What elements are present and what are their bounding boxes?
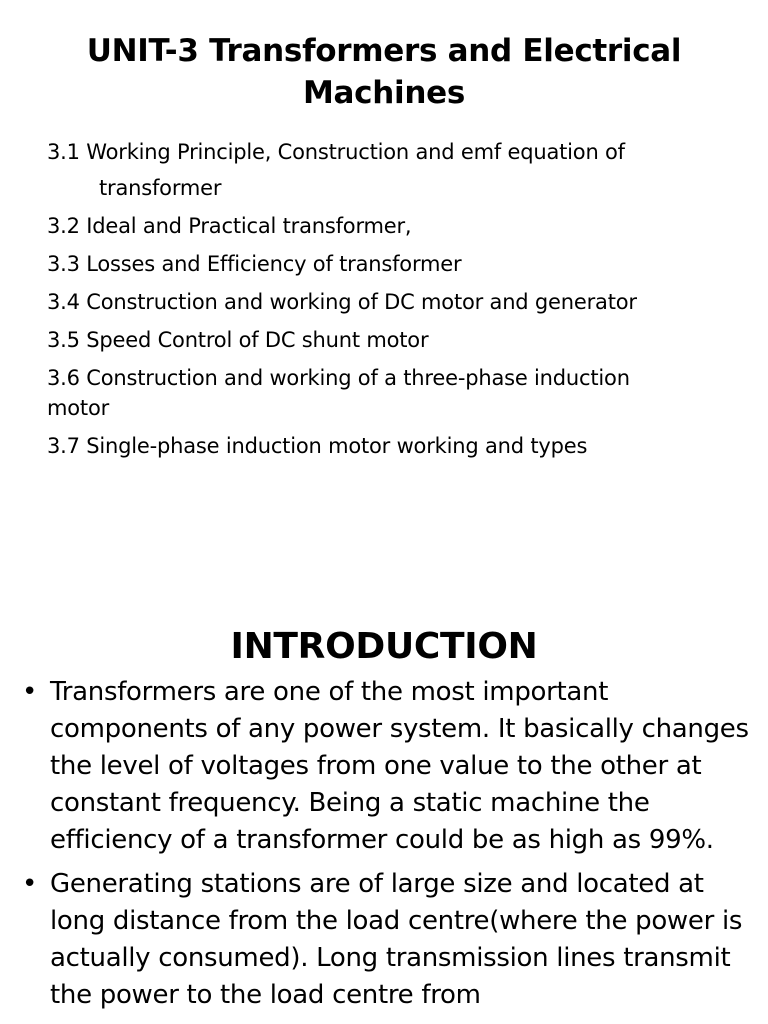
bullet-icon: •	[22, 869, 38, 899]
topic-list	[47, 137, 747, 469]
topic-item-text-continued: motor	[47, 396, 110, 420]
topic-item-3-4	[47, 287, 747, 317]
topic-item-3-7	[47, 431, 747, 461]
topic-item-3-5	[47, 325, 747, 355]
topic-item-text: 3.6 Construction and working of a three-phase induction	[47, 366, 630, 390]
bullet-item	[18, 866, 758, 1014]
topic-item-3-3	[47, 249, 747, 279]
topic-item-3-1	[47, 137, 747, 203]
slide-title	[20, 30, 748, 114]
topic-item-3-2	[47, 211, 747, 241]
topic-item-3-6	[47, 363, 747, 423]
bullet-text: Transformers are one of the most important components of any power system. It basically changes the level of voltages from one value to the other at constant frequency. Being a static machine the efficiency of a transformer could be as high as 99%.	[50, 677, 749, 855]
topic-item-text: 3.4 Construction and working of DC motor and generator	[47, 290, 637, 314]
slide-title-line-1: UNIT-3 Transformers and Electrical	[86, 33, 682, 69]
topic-item-text: 3.1 Working Principle, Construction and emf equation of	[47, 140, 625, 164]
topic-item-text: 3.3 Losses and Efficiency of transformer	[47, 252, 462, 276]
topic-item-text: 3.7 Single-phase induction motor working and types	[47, 434, 588, 458]
slide-title-line-2: Machines	[303, 75, 465, 111]
topic-item-text-continued: transformer	[99, 176, 222, 200]
slide-introduction	[0, 600, 768, 1024]
topic-item-text: 3.2 Ideal and Practical transformer,	[47, 214, 412, 238]
introduction-heading: INTRODUCTION	[230, 626, 538, 667]
bullet-icon: •	[22, 677, 38, 707]
bullet-item	[18, 674, 758, 859]
bullet-text: Generating stations are of large size and located at long distance from the load centre(where the power is actually consumed). Long transmission lines transmit the power to the load centre from	[50, 869, 743, 1010]
introduction-bullet-list	[18, 674, 758, 1021]
topic-item-text: 3.5 Speed Control of DC shunt motor	[47, 328, 429, 352]
